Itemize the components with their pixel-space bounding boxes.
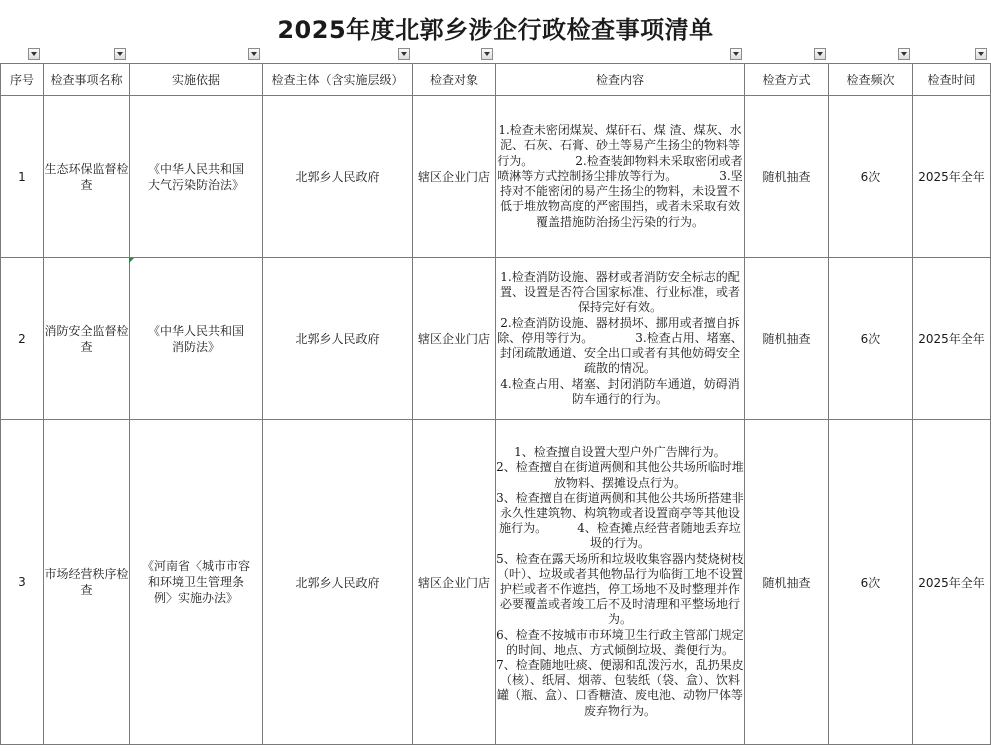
filter-dropdown-icon[interactable]	[248, 48, 260, 60]
cell-frequency[interactable]: 6次	[829, 420, 913, 745]
filter-dropdown-icon[interactable]	[114, 48, 126, 60]
header-cell-frequency[interactable]: 检查频次	[829, 64, 913, 96]
header-cell-method[interactable]: 检查方式	[745, 64, 829, 96]
cell-subject[interactable]: 北郭乡人民政府	[263, 258, 413, 420]
filter-row	[0, 46, 991, 64]
page-title: 2025年度北郭乡涉企行政检查事项清单	[277, 16, 714, 44]
table-row	[1, 96, 991, 258]
cell-subject[interactable]: 北郭乡人民政府	[263, 420, 413, 745]
table-row	[1, 258, 991, 420]
cell-subject[interactable]: 北郭乡人民政府	[263, 96, 413, 258]
filter-dropdown-icon[interactable]	[730, 48, 742, 60]
header-cell-object[interactable]: 检查对象	[413, 64, 496, 96]
cell-name[interactable]: 市场经营秩序检查	[44, 420, 130, 745]
cell-basis[interactable]: 《中华人民共和国消防法》	[130, 258, 263, 420]
filter-dropdown-icon[interactable]	[898, 48, 910, 60]
cell-name[interactable]: 生态环保监督检查	[44, 96, 130, 258]
cell-index[interactable]: 3	[1, 420, 44, 745]
header-row	[1, 64, 991, 96]
filter-dropdown-icon[interactable]	[814, 48, 826, 60]
filter-dropdown-icon[interactable]	[975, 48, 987, 60]
filter-dropdown-icon[interactable]	[398, 48, 410, 60]
content-line: 6、检查不按城市市环境卫生行政主管部门规定的时间、地点、方式倾倒垃圾、粪便行为。	[496, 627, 744, 657]
cell-object[interactable]: 辖区企业门店	[413, 96, 496, 258]
content-line: 2、检查擅自在街道两侧和其他公共场所临时堆放物料、摆摊设点行为。	[496, 460, 744, 490]
header-cell-time[interactable]: 检查时间	[913, 64, 991, 96]
cell-frequency[interactable]: 6次	[829, 258, 913, 420]
content-line: 5、检查在露天场所和垃圾收集容器内焚烧树枝（叶）、垃圾或者其他物品行为临街工地不设置护栏或者不作遮挡，停工场地不及时整理并作必要覆盖或者竣工后不及时清理和平整场地行为。	[496, 551, 744, 627]
cell-name[interactable]: 消防安全监督检查	[44, 258, 130, 420]
content-line: 1.检查未密闭煤炭、煤矸石、煤 渣、煤灰、水泥、石灰、石膏、砂土等易产生扬尘的物料等行为。 2.检查装卸物料未采取密闭或者喷淋等方式控制扬尘排放等行为。 3.坚持对不能密闭的易产生扬尘的物料，未设置不低于堆放物高度的严密围挡，或者未采取有效覆盖措施防治扬尘污染的行为。	[497, 123, 743, 229]
cell-frequency[interactable]: 6次	[829, 96, 913, 258]
header-cell-basis[interactable]: 实施依据	[130, 64, 263, 96]
header-cell-content[interactable]: 检查内容	[496, 64, 745, 96]
cell-basis[interactable]: 《河南省〈城市市容和环境卫生管理条例〉实施办法》	[130, 420, 263, 745]
content-line: 1、检查擅自设置大型户外广告牌行为。	[514, 445, 726, 460]
cell-method[interactable]: 随机抽查	[745, 420, 829, 745]
cell-method[interactable]: 随机抽查	[745, 258, 829, 420]
cell-time[interactable]: 2025年全年	[913, 258, 991, 420]
cell-method[interactable]: 随机抽查	[745, 96, 829, 258]
cell-note-indicator-icon	[129, 258, 134, 263]
cell-time[interactable]: 2025年全年	[913, 96, 991, 258]
content-line: 7、检查随地吐痰、便溺和乱泼污水，乱扔果皮（核）、纸屑、烟蒂、包装纸（袋、盒）、饮料罐（瓶、盒）、口香糖渣、废电池、动物尸体等废弃物行为。	[496, 658, 744, 718]
content-line: 1.检查消防设施、器材或者消防安全标志的配置、设置是否符合国家标准、行业标准，或者保持完好有效。	[499, 270, 740, 315]
cell-index[interactable]: 1	[1, 96, 44, 258]
cell-object[interactable]: 辖区企业门店	[413, 420, 496, 745]
filter-dropdown-icon[interactable]	[481, 48, 493, 60]
content-line: 4.检查占用、堵塞、封闭消防车通道，妨碍消防车通行的行为。	[500, 376, 740, 406]
table-row	[1, 420, 991, 745]
content-line: 2.检查消防设施、器材损坏、挪用或者擅自拆除、停用等行为。 3.检查占用、堵塞、封闭疏散通道、安全出口或者有其他妨碍安全疏散的情况。	[497, 315, 743, 376]
header-cell-name[interactable]: 检查事项名称	[44, 64, 130, 96]
filter-dropdown-icon[interactable]	[28, 48, 40, 60]
content-line: 3、检查擅自在街道两侧和其他公共场所搭建非永久性建筑物、构筑物或者设置商亭等其他设施行为。 4、检查摊点经营者随地丢弃垃圾的行为。	[496, 490, 744, 551]
header-cell-subject[interactable]: 检查主体（含实施层级）	[263, 64, 413, 96]
cell-object[interactable]: 辖区企业门店	[413, 258, 496, 420]
cell-basis[interactable]: 《中华人民共和国大气污染防治法》	[130, 96, 263, 258]
cell-index[interactable]: 2	[1, 258, 44, 420]
inspection-table	[0, 63, 991, 745]
cell-content[interactable]	[496, 420, 745, 745]
cell-content[interactable]	[496, 96, 745, 258]
cell-time[interactable]: 2025年全年	[913, 420, 991, 745]
cell-content[interactable]	[496, 258, 745, 420]
header-cell-index[interactable]: 序号	[1, 64, 44, 96]
